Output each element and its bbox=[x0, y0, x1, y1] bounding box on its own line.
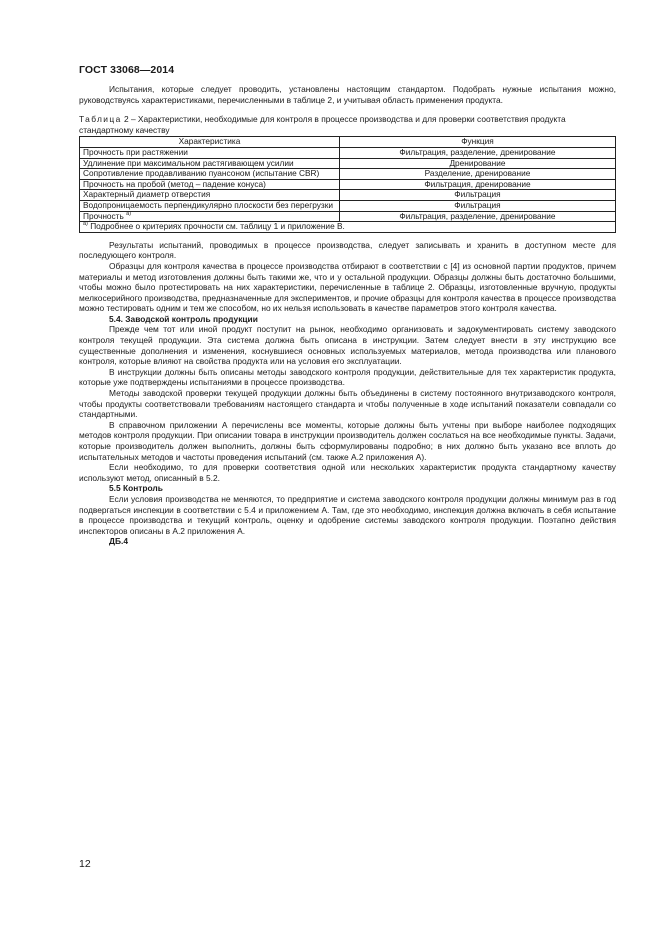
table-cell-function: Фильтрация bbox=[339, 200, 615, 211]
body-paragraph: Если необходимо, то для проверки соответствия одной или нескольких характеристик продукта стандартному качеству используют метод, описанный в 5.2. bbox=[79, 462, 616, 483]
table-row bbox=[80, 147, 616, 158]
characteristic-text: Прочность bbox=[83, 210, 124, 221]
body-paragraph: Результаты испытаний, проводимых в процессе производства, следует записывать и хранить в доступном месте для последующего контроля. bbox=[79, 239, 616, 261]
table-row bbox=[80, 200, 616, 211]
body-paragraph: Образцы для контроля качества в процессе производства отбирают в соответствии с [4] из основной партии продуктов, причем материалы и метод изготовления должны быть такими же, что и у остальной продукции. Образцы должны быть достаточно большими, чтобы можно было протестировать на них характеристики, перечисленные в таблице 2. Образцы, изготовленные вручную, продукты мелкосерийного производства, предназначенные для экспериментов, и прочие образцы для контроля качества в процессе производства можно тестировать одним и тем же способом, но их нельзя использовать в качестве параметров этого контроля качества. bbox=[79, 260, 617, 314]
column-header-function: Функция bbox=[339, 137, 615, 148]
table-header-row bbox=[80, 137, 616, 148]
intro-paragraph: Испытания, которые следует проводить, установлены настоящим стандартом. Подобрать нужные испытания можно, руководствуясь характеристиками, перечисленными в таблице 2, и учитывая область применения продукта. bbox=[79, 84, 616, 105]
table-cell-characteristic: Сопротивление продавливанию пуансоном (испытание CBR) bbox=[80, 169, 340, 180]
table-cell-function: Дренирование bbox=[339, 158, 615, 169]
table-row bbox=[80, 179, 616, 190]
table-cell-function: Фильтрация, разделение, дренирование bbox=[339, 211, 615, 222]
table-row bbox=[80, 158, 616, 169]
section-heading: 5.4. Заводской контроль продукции bbox=[109, 313, 258, 324]
table-cell-characteristic: Характерный диаметр отверстия bbox=[80, 190, 340, 201]
table-cell-characteristic: Водопроницаемость перпендикулярно плоскости без перегрузки bbox=[80, 200, 340, 211]
footnote-marker: а) bbox=[83, 221, 88, 228]
table-row bbox=[80, 190, 616, 201]
footnote-text: Подробнее о критериях прочности см. таблицу 1 и приложение В. bbox=[87, 221, 345, 232]
document-header: ГОСТ 33068—2014 bbox=[79, 64, 175, 76]
table-cell-characteristic bbox=[80, 211, 340, 222]
section-heading: 5.5 Контроль bbox=[109, 483, 163, 494]
body-paragraph: В справочном приложении А перечислены все моменты, которые должны быть учтены при выборе наиболее подходящих методов контроля продукции. При описании товара в инструкции производитель должен сослаться на все необходимые пункты. Задачи, которые производитель должен выполнить, должны быть сформулированы подробно; в них должно быть указано все вплоть до испытательных методов и частоты проведения испытаний (см. также А.2 приложения А). bbox=[79, 419, 616, 462]
table-cell-characteristic: Прочность на пробой (метод – падение конуса) bbox=[80, 179, 340, 190]
page-content bbox=[79, 84, 616, 547]
table-cell-function: Фильтрация bbox=[339, 190, 615, 201]
table-cell-characteristic: Прочность при растяжении bbox=[80, 147, 340, 158]
body-paragraph: Методы заводской проверки текущей продукции должны быть объединены в систему постоянного внутризаводского контроля, чтобы продукты соответствовали требованиям настоящего стандарта и чтобы полученные в ходе испытаний показатели совпадали со стандартными. bbox=[79, 388, 616, 420]
table-row bbox=[80, 211, 616, 222]
body-paragraph: В инструкции должны быть описаны методы заводского контроля продукции, действительные для тех характеристик продукта, которые уже подтверждены испытаниями в процессе производства. bbox=[79, 366, 616, 388]
body-paragraph: Прежде чем тот или иной продукт поступит на рынок, необходимо организовать и задокументировать систему заводского контроля текущей продукции. Эта система должна быть описана в инструкции. Затем следует внести в эту инструкцию все существенные дополнения и изменения, коснувшиеся основных используемых материалов, метода производства или планового контроля, которые влияют на свойства продукта или на условия его эксплуатации. bbox=[79, 324, 616, 367]
body-paragraph: Если условия производства не меняются, то предприятие и система заводского контроля продукции должны минимум раз в год подвергаться инспекции в соответствии с 5.4 и приложением А. Там, где это необходимо, инспекция должна включать в себя испытание в процессе производства и текущий контроль, оценку и одобрение системы заводского контроля продукции. Поэтапно действия инспекторов описаны в А.2 приложения А. bbox=[79, 493, 616, 536]
characteristics-table bbox=[79, 136, 616, 232]
table-cell-characteristic: Удлинение при максимальном растягивающем усилии bbox=[80, 158, 340, 169]
table-footnote-row bbox=[80, 222, 616, 233]
table-cell-function: Фильтрация, дренирование bbox=[339, 179, 615, 190]
page-number: 12 bbox=[79, 858, 91, 870]
column-header-characteristic: Характеристика bbox=[80, 137, 340, 148]
footnote-marker: а) bbox=[126, 210, 132, 217]
table-row bbox=[80, 169, 616, 180]
table-cell-function: Разделение, дренирование bbox=[339, 169, 615, 180]
table-cell-function: Фильтрация, разделение, дренирование bbox=[339, 147, 615, 158]
table-caption-text: 2 – Характеристики, необходимые для контроля в процессе производства и для проверки соответствия продукта стандартному качеству bbox=[79, 114, 566, 135]
db-tag: ДБ.4 bbox=[109, 536, 128, 547]
table-caption-word: Таблица bbox=[79, 114, 122, 125]
table-caption bbox=[79, 114, 616, 135]
table-footnote bbox=[80, 222, 616, 233]
